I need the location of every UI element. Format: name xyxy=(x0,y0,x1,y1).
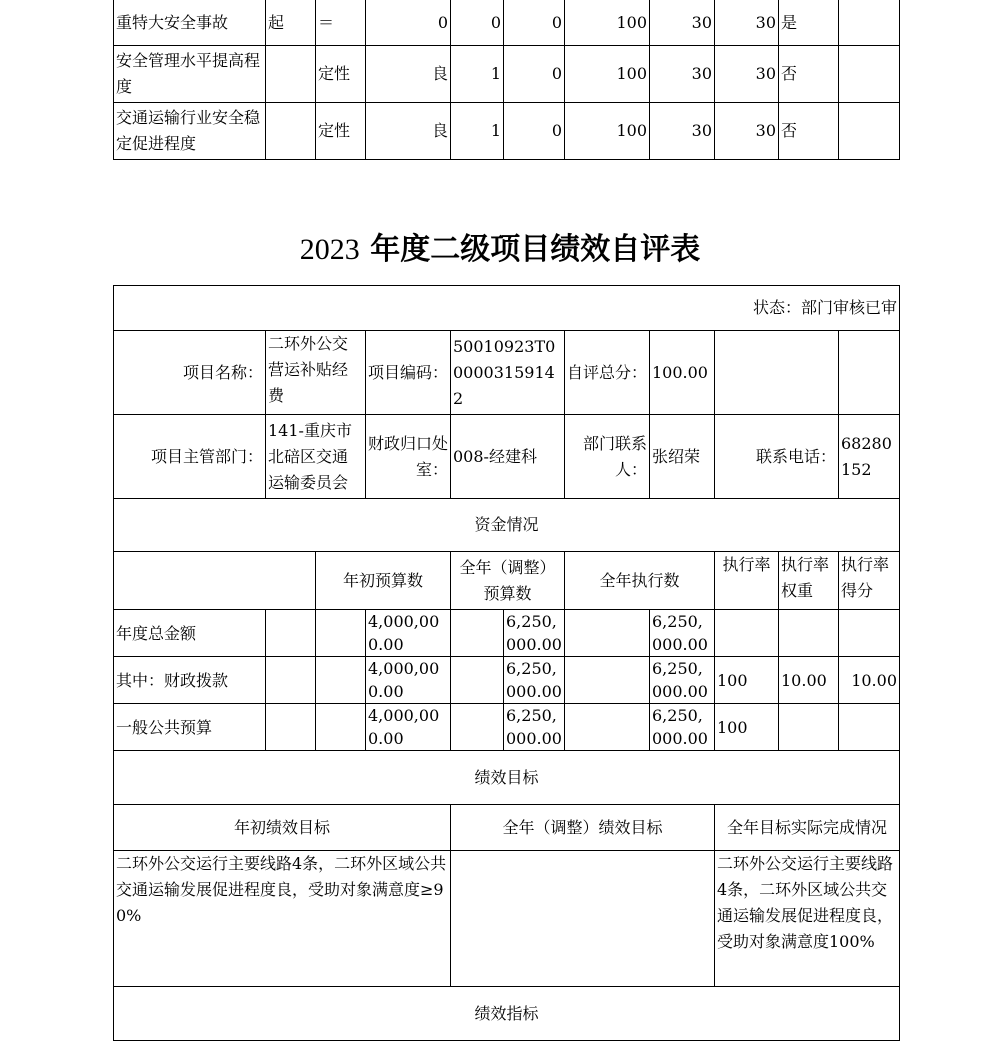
indicator-score: 30 xyxy=(715,46,779,103)
rate-score-header: 执行率得分 xyxy=(839,552,900,610)
fund-executed: 6,250,000.00 xyxy=(650,704,715,751)
empty-cell xyxy=(451,704,504,751)
empty-cell xyxy=(114,552,316,610)
project-code-value: 50010923T000003159142 xyxy=(451,331,565,415)
table-row xyxy=(114,0,900,46)
fund-row-label: 年度总金额 xyxy=(114,610,266,657)
title-year: 2023 xyxy=(299,233,360,266)
self-score-value: 100.00 xyxy=(650,331,715,415)
fund-row-label: 其中：财政拨款 xyxy=(114,657,266,704)
finance-office-value: 008-经建科 xyxy=(451,415,565,499)
phone-value: 68280152 xyxy=(839,415,900,499)
fund-adjusted: 6,250,000.00 xyxy=(504,657,565,704)
contact-label: 部门联系人： xyxy=(565,415,650,499)
fund-rate: 100 xyxy=(715,657,779,704)
indicator-weight: 30 xyxy=(650,46,715,103)
table-row xyxy=(114,46,900,103)
table-row xyxy=(114,610,900,657)
empty-cell xyxy=(316,704,366,751)
indicator-rate: 100 xyxy=(565,46,650,103)
fund-executed: 6,250,000.00 xyxy=(650,657,715,704)
adjusted-budget-header: 全年（调整）预算数 xyxy=(451,552,565,610)
indicator-unit: 起 xyxy=(266,0,316,46)
indicator-done: 是 xyxy=(779,0,839,46)
indicator-deviation: 0 xyxy=(504,46,565,103)
indicator-done: 否 xyxy=(779,103,839,160)
empty-cell xyxy=(316,657,366,704)
indicator-unit xyxy=(266,103,316,160)
fund-initial: 4,000,000.00 xyxy=(366,704,451,751)
indicator-unit xyxy=(266,46,316,103)
actual-completion-text: 二环外公交运行主要线路4条，二环外区域公共交通运输发展促进程度良，受助对象满意度100% xyxy=(715,851,900,987)
indicator-operator: ＝ xyxy=(316,0,366,46)
adjusted-goal-text xyxy=(451,851,715,987)
indicator-rate: 100 xyxy=(565,103,650,160)
title-text: 年度二级项目绩效自评表 xyxy=(370,232,701,267)
indicator-target: 0 xyxy=(366,0,451,46)
empty-cell xyxy=(839,331,900,415)
empty-cell xyxy=(266,657,316,704)
status-text: 状态：部门审核已审 xyxy=(114,286,900,331)
empty-cell xyxy=(316,610,366,657)
execution-rate-header: 执行率 xyxy=(715,552,779,610)
indicator-actual: 0 xyxy=(451,0,504,46)
initial-goal-text: 二环外公交运行主要线路4条，二环外区域公共交通运输发展促进程度良，受助对象满意度≥90% xyxy=(114,851,451,987)
indicator-operator: 定性 xyxy=(316,103,366,160)
rate-weight-header: 执行率权重 xyxy=(779,552,839,610)
empty-cell xyxy=(266,704,316,751)
actual-completion-header: 全年目标实际完成情况 xyxy=(715,805,900,851)
finance-office-label: 财政归口处室： xyxy=(366,415,451,499)
indicator-score: 30 xyxy=(715,0,779,46)
empty-cell xyxy=(565,610,650,657)
adjusted-goal-header: 全年（调整）绩效目标 xyxy=(451,805,715,851)
fund-score xyxy=(839,610,900,657)
indicator-operator: 定性 xyxy=(316,46,366,103)
indicator-deviation: 0 xyxy=(504,0,565,46)
page-title xyxy=(0,228,1000,272)
funds-section-title: 资金情况 xyxy=(114,499,900,552)
indicator-note xyxy=(839,0,900,46)
indicator-weight: 30 xyxy=(650,0,715,46)
empty-cell xyxy=(565,704,650,751)
fund-adjusted: 6,250,000.00 xyxy=(504,610,565,657)
indicator-note xyxy=(839,46,900,103)
empty-cell xyxy=(565,657,650,704)
empty-cell xyxy=(715,331,839,415)
fund-score xyxy=(839,704,900,751)
indicator-actual: 1 xyxy=(451,103,504,160)
fund-adjusted: 6,250,000.00 xyxy=(504,704,565,751)
indicator-target: 良 xyxy=(366,103,451,160)
fund-score: 10.00 xyxy=(839,657,900,704)
indicator-rate: 100 xyxy=(565,0,650,46)
initial-budget-header: 年初预算数 xyxy=(316,552,451,610)
empty-cell xyxy=(266,610,316,657)
self-evaluation-table xyxy=(113,285,900,1041)
phone-label: 联系电话： xyxy=(715,415,839,499)
indicator-actual: 1 xyxy=(451,46,504,103)
contact-value: 张绍荣 xyxy=(650,415,715,499)
initial-goal-header: 年初绩效目标 xyxy=(114,805,451,851)
goals-section-title: 绩效目标 xyxy=(114,751,900,805)
project-code-label: 项目编码： xyxy=(366,331,451,415)
fund-weight: 10.00 xyxy=(779,657,839,704)
indicator-name: 交通运输行业安全稳定促进程度 xyxy=(114,103,266,160)
empty-cell xyxy=(451,610,504,657)
fund-rate: 100 xyxy=(715,704,779,751)
indicator-weight: 30 xyxy=(650,103,715,160)
empty-cell xyxy=(451,657,504,704)
indicator-note xyxy=(839,103,900,160)
table-row xyxy=(114,704,900,751)
indicator-name: 重特大安全事故 xyxy=(114,0,266,46)
indicator-name: 安全管理水平提高程度 xyxy=(114,46,266,103)
indicator-target: 良 xyxy=(366,46,451,103)
department-value: 141-重庆市北碚区交通运输委员会 xyxy=(266,415,366,499)
table-row xyxy=(114,657,900,704)
fund-rate xyxy=(715,610,779,657)
table-row xyxy=(114,103,900,160)
indicator-done: 否 xyxy=(779,46,839,103)
indicator-score: 30 xyxy=(715,103,779,160)
project-name-value: 二环外公交营运补贴经费 xyxy=(266,331,366,415)
fund-initial: 4,000,000.00 xyxy=(366,610,451,657)
fund-executed: 6,250,000.00 xyxy=(650,610,715,657)
fund-row-label: 一般公共预算 xyxy=(114,704,266,751)
project-name-label: 项目名称： xyxy=(114,331,266,415)
fund-weight xyxy=(779,704,839,751)
fund-initial: 4,000,000.00 xyxy=(366,657,451,704)
department-label: 项目主管部门： xyxy=(114,415,266,499)
indicator-deviation: 0 xyxy=(504,103,565,160)
executed-header: 全年执行数 xyxy=(565,552,715,610)
fund-weight xyxy=(779,610,839,657)
self-score-label: 自评总分： xyxy=(565,331,650,415)
indicators-section-title: 绩效指标 xyxy=(114,987,900,1041)
indicator-table-continued xyxy=(113,0,900,160)
